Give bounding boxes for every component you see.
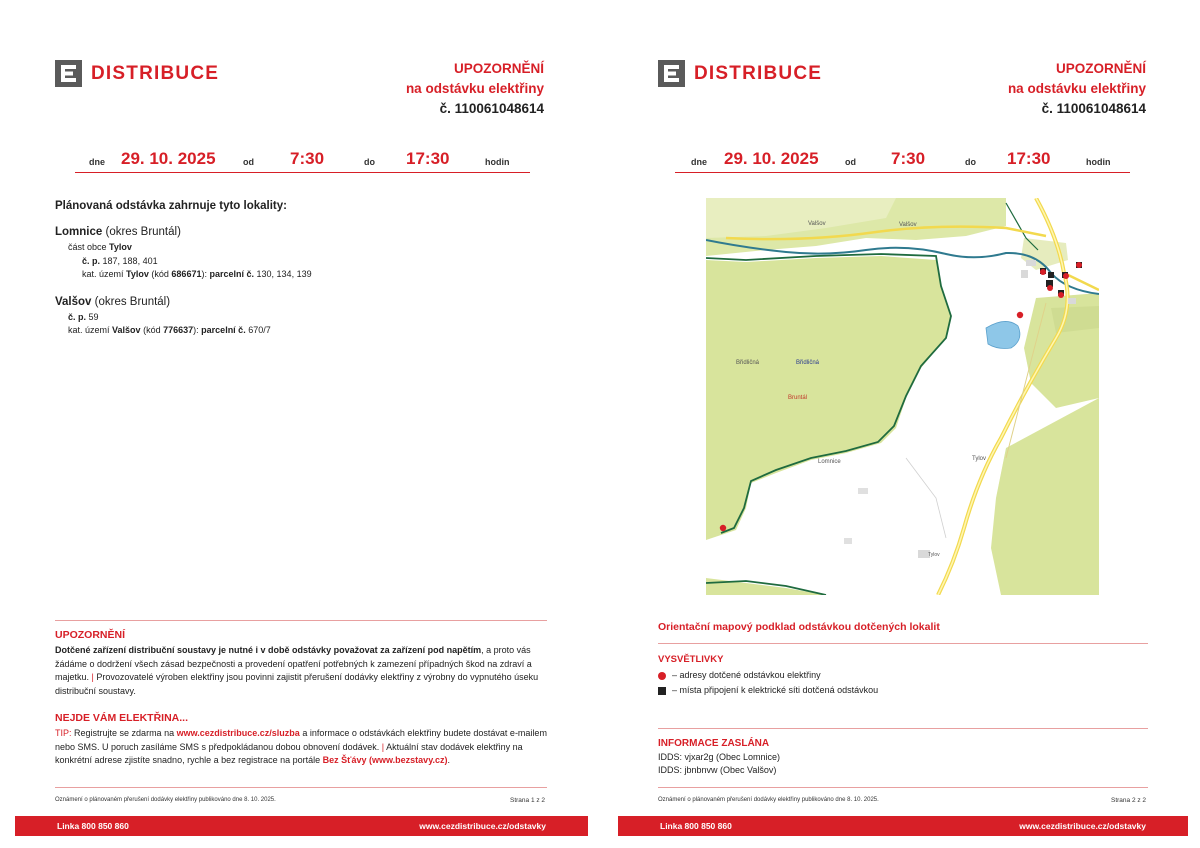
map-caption: Orientační mapový podklad odstávkou dotčených lokalit [658, 621, 940, 633]
from-label: od [243, 157, 254, 167]
notice-subtitle: na odstávku elektřiny [1007, 81, 1146, 96]
map-label: Tylov [928, 552, 940, 558]
locality-part: část obce Tylov [68, 242, 132, 252]
locality-title: Valšov (okres Bruntál) [55, 295, 171, 308]
to-value: 17:30 [1007, 149, 1051, 168]
locality-cadastre: kat. území Tylov (kód 686671): parcelní č. 130, 134, 139 [82, 269, 312, 279]
legend [658, 654, 878, 698]
map-label: Valšov [899, 222, 917, 228]
notice-header [1008, 59, 1146, 119]
info-section [658, 737, 780, 777]
locality-title: Lomnice (okres Bruntál) [55, 226, 181, 238]
footer-bar [618, 816, 1188, 836]
from-label: od [845, 157, 856, 167]
from-value: 7:30 [891, 149, 926, 168]
date-value: 29. 10. 2025 [724, 149, 819, 168]
page-2 [600, 0, 1200, 848]
footer-url[interactable]: www.cezdistribuce.cz/odstavky [419, 821, 546, 831]
from-value: 7:30 [290, 149, 325, 168]
localities-section [55, 200, 555, 338]
date-row [675, 147, 1130, 173]
map-label: Bruntál [788, 395, 808, 401]
cez-logo-icon [55, 60, 82, 87]
locality-cadastre: kat. území Valšov (kód 776637): parcelní č. 670/7 [68, 325, 271, 335]
notice-title: UPOZORNĚNÍ [1055, 61, 1146, 76]
map-label: Břidličná [796, 360, 820, 366]
brand-logo [55, 60, 219, 87]
to-value: 17:30 [406, 149, 450, 168]
footer-bar [15, 816, 588, 836]
info-heading: INFORMACE ZASLÁNA [658, 738, 770, 749]
info-line: IDDS: vjxar2g (Obec Lomnice) [658, 752, 781, 762]
date-label: dne [89, 157, 106, 167]
to-label: do [965, 157, 976, 167]
to-label: do [364, 157, 375, 167]
hours-label: hodin [485, 157, 510, 167]
notice-number: č. 110061048614 [1041, 101, 1146, 116]
footer-url[interactable]: www.cezdistribuce.cz/odstavky [1019, 821, 1146, 831]
cez-logo-icon [658, 60, 685, 87]
date-label: dne [691, 157, 708, 167]
map-canvas [706, 198, 1099, 595]
info-line: IDDS: jbnbnvw (Obec Valšov) [658, 765, 777, 775]
divider [658, 787, 1148, 788]
warning-text: Dotčené zařízení distribuční soustavy je nutné i v době odstávky považovat za zařízení pod napětím, a proto vás žádáme o dodržení všech zásad bezpečnosti a provedení opatření potřebných k zamezení případných škod na zdraví a majetku. | Provozovatelé výroben elektřiny jsou povinni zajistit přerušení dodávky elektřiny z výrobny do vypnutého úseku distribuční soustavy. [55, 645, 539, 696]
tip-link-service[interactable]: www.cezdistribuce.cz/sluzba [176, 728, 300, 738]
divider [55, 620, 547, 621]
hours-label: hodin [1086, 157, 1111, 167]
legend-heading: VYSVĚTLIVKY [658, 654, 724, 665]
brand-logo [658, 60, 822, 87]
warning-heading: UPOZORNĚNÍ [55, 629, 126, 641]
date-value: 29. 10. 2025 [121, 149, 216, 168]
warning-section [55, 629, 550, 768]
tip-text: TIP: Registrujte se zdarma na www.cezdistribuce.cz/sluzba a informace o odstávkách elektřiny budete dostávat e-mailem nebo SMS. U poruch zasíláme SMS s předpokládanou dobou obnovení dodávek. | Aktuální stav dodávek elektřiny na konkrétní adrese zjistíte snadno, rychle a bez registrace na portále Bez Šťávy (www.bezstavy.cz). [55, 728, 547, 765]
notice-number: č. 110061048614 [439, 101, 544, 116]
locality-cp: č. p. 187, 188, 401 [82, 255, 158, 266]
brand-name: DISTRIBUCE [694, 62, 823, 84]
locality-cp: č. p. 59 [68, 311, 99, 322]
divider [658, 728, 1148, 729]
tip-link-bezstavy[interactable]: Bez Šťávy (www.bezstavy.cz) [322, 755, 448, 765]
map-label: Břidličná [736, 360, 760, 366]
map-label: Tylov [972, 456, 987, 462]
divider [55, 787, 547, 788]
notice-header [406, 59, 544, 119]
red-dot-icon [658, 672, 666, 680]
published-note: Oznámení o plánovaném přerušení dodávky elektřiny publikováno dne 8. 10. 2025. [658, 797, 879, 803]
page-number: Strana 2 z 2 [1111, 797, 1147, 804]
legend-item-connections: – místa připojení k elektrické síti dotčená odstávkou [658, 683, 878, 698]
published-note: Oznámení o plánovaném přerušení dodávky elektřiny publikováno dne 8. 10. 2025. [55, 797, 276, 803]
map-label: Valšov [808, 221, 826, 227]
brand-name: DISTRIBUCE [91, 62, 220, 84]
map-label: Lomnice [818, 459, 841, 465]
tip-heading: NEJDE VÁM ELEKTŘINA... [55, 712, 189, 724]
notice-subtitle: na odstávku elektřiny [405, 81, 544, 96]
footer-phone: Linka 800 850 860 [57, 821, 129, 831]
divider [658, 643, 1148, 644]
notice-title: UPOZORNĚNÍ [453, 61, 544, 76]
footer-phone: Linka 800 850 860 [660, 821, 732, 831]
page-number: Strana 1 z 2 [510, 797, 546, 804]
localities-intro: Plánovaná odstávka zahrnuje tyto lokality: [55, 200, 287, 212]
legend-item-addresses: – adresy dotčené odstávkou elektřiny [658, 668, 878, 683]
date-row [75, 147, 530, 173]
black-square-icon [658, 687, 666, 695]
outage-map[interactable] [706, 198, 1099, 595]
